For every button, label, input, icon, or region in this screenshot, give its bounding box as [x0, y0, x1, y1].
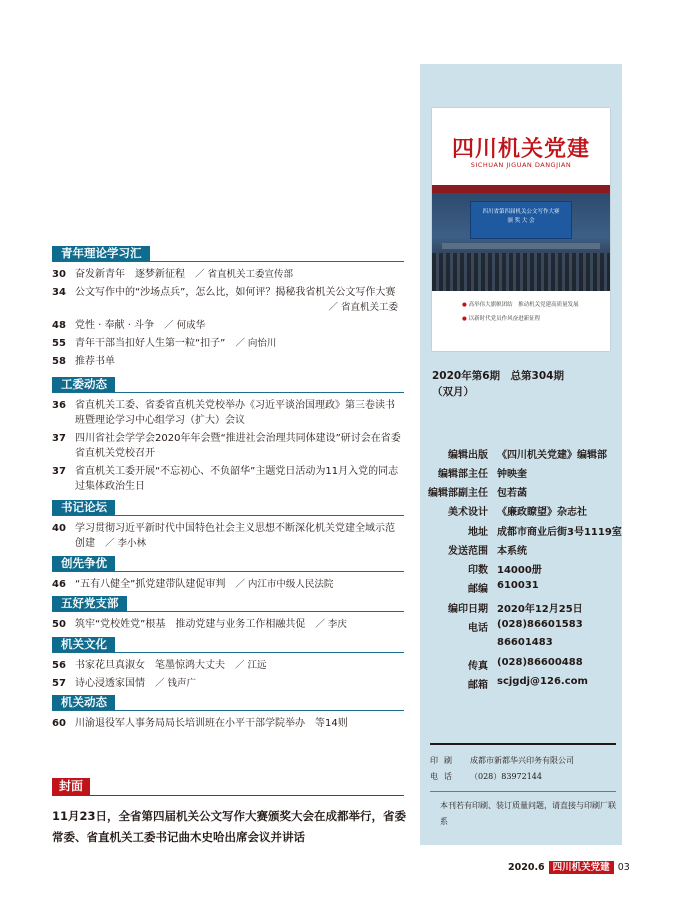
screen-line: 颁 奖 大 会: [507, 218, 535, 224]
masthead-value: (028)86601583: [497, 619, 583, 630]
toc-entry[interactable]: [52, 464, 404, 494]
masthead-value[interactable]: scjgdj@126.com: [497, 676, 588, 687]
toc-title: 省直机关工委开展“不忘初心、不负韶华”主题党日活动为11月入党的同志过集体政治生日: [75, 466, 399, 492]
section-title: 青年理论学习汇: [52, 246, 150, 261]
toc-title: 省直机关工委、省委省直机关党校举办《习近平谈治国理政》第三卷读书班暨理论学习中心组学习（扩大）会议: [75, 400, 395, 426]
masthead-label: 电话: [468, 623, 488, 634]
toc-title: 筑牢“党校姓党”根基 推动党建与业务工作相融共促: [75, 619, 306, 630]
toc-author: ／ 内江市中级人民法院: [235, 579, 334, 590]
toc-page-number: 36: [52, 400, 66, 411]
section-rule: [52, 652, 404, 653]
printer-value: （028）83972144: [470, 772, 542, 781]
section-header: [52, 246, 404, 264]
cover-stage: [442, 243, 600, 249]
toc-entry-body: [75, 267, 404, 282]
toc-entry[interactable]: [52, 398, 404, 428]
issue-number: 2020年第6期 总第304期: [432, 370, 564, 382]
toc-title: 四川省社会学学会2020年年会暨“推进社会治理共同体建设”研讨会在省委省直机关党校召开: [75, 433, 401, 459]
section-title: 机关文化: [52, 637, 115, 652]
toc-entry[interactable]: [52, 716, 404, 731]
section-header: [52, 596, 404, 614]
toc-entry-body: [75, 398, 404, 428]
section-header: [52, 556, 404, 574]
table-of-contents: [52, 246, 404, 731]
toc-page-number: 58: [52, 356, 66, 367]
toc-entry-body: [75, 354, 404, 369]
masthead-label: 邮箱: [468, 680, 488, 691]
screen-line: 四川省第四届机关公文写作大赛: [482, 209, 560, 215]
toc-author: ／ 李庆: [315, 619, 347, 630]
toc-title: 青年干部当扣好人生第一粒“扣子”: [75, 338, 226, 349]
toc-author: ／ 江远: [235, 660, 267, 671]
toc-page-number: 56: [52, 660, 66, 671]
toc-author: ／ 省直机关工委宣传部: [195, 269, 294, 280]
toc-entry-body: [75, 676, 404, 691]
printer-label: 印刷: [430, 756, 458, 765]
issue-info: [432, 368, 564, 400]
toc-entry[interactable]: [52, 521, 404, 551]
masthead-label: 编辑部副主任: [428, 488, 488, 499]
toc-title: 诗心浸透家国情: [75, 678, 145, 689]
magazine-cover: [432, 108, 610, 351]
masthead-value: 2020年12月25日: [497, 604, 583, 615]
masthead-label: 印数: [468, 565, 488, 576]
cover-headlines: [462, 298, 604, 326]
masthead-label: 邮编: [468, 584, 488, 595]
section-title: 书记论坛: [52, 500, 115, 515]
toc-page-number: 37: [52, 466, 66, 477]
cover-band: [432, 185, 610, 193]
toc-title: “五有八健全”抓党建带队建促审判: [75, 579, 226, 590]
toc-entry-body: [75, 285, 404, 315]
masthead-label: 美术设计: [448, 507, 488, 518]
printer-row: [430, 753, 616, 769]
section-title: 创先争优: [52, 556, 115, 571]
toc-page-number: 50: [52, 619, 66, 630]
masthead-label: 传真: [468, 661, 488, 672]
section-rule: [52, 571, 404, 572]
masthead-value: (028)86600488: [497, 657, 583, 668]
cover-screen: [470, 201, 572, 239]
toc-entry[interactable]: [52, 267, 404, 282]
masthead-value: 钟映奎: [497, 469, 527, 480]
page-number: 03: [617, 862, 630, 873]
page-footer: [508, 861, 630, 874]
masthead-label: 编辑部主任: [438, 469, 488, 480]
toc-entry[interactable]: [52, 577, 404, 592]
divider: [52, 795, 404, 796]
toc-entry-body: [75, 431, 404, 461]
masthead-value: 610031: [497, 580, 539, 591]
masthead-value: 《四川机关党建》编辑部: [497, 450, 607, 461]
toc-entry-body: [75, 617, 404, 632]
toc-entry-body: [75, 336, 404, 351]
toc-title: 学习贯彻习近平新时代中国特色社会主义思想不断深化机关党建全域示范创建: [75, 523, 395, 549]
section-rule: [52, 611, 404, 612]
section-title: 机关动态: [52, 695, 115, 710]
toc-entry[interactable]: [52, 336, 404, 351]
section-header: [52, 500, 404, 518]
toc-title: 推荐书单: [75, 356, 115, 367]
masthead-label: 编印日期: [448, 604, 488, 615]
toc-author: ／ 何成华: [164, 320, 206, 331]
toc-page-number: 57: [52, 678, 66, 689]
toc-entry[interactable]: [52, 285, 404, 315]
masthead-label: 编辑出版: [448, 450, 488, 461]
toc-entry[interactable]: [52, 676, 404, 691]
toc-entry[interactable]: [52, 658, 404, 673]
toc-page-number: 37: [52, 433, 66, 444]
toc-entry-body: [75, 577, 404, 592]
section-title: 工委动态: [52, 377, 115, 392]
section-rule: [52, 392, 404, 393]
toc-entry[interactable]: [52, 318, 404, 333]
toc-author: ／ 省直机关工委: [328, 302, 398, 313]
toc-page-number: 30: [52, 269, 66, 280]
section-rule: [52, 710, 404, 711]
footer-issue: 2020.6: [508, 862, 545, 873]
toc-title: 奋发新青年 逐梦新征程: [75, 269, 185, 280]
toc-page-number: 60: [52, 718, 66, 729]
printer-row: [430, 769, 616, 785]
cover-description: 11月23日，全省第四届机关公文写作大赛颁奖大会在成都举行，省委常委、省直机关工委书记曲木史哈出席会议并讲话: [52, 809, 407, 844]
toc-page-number: 46: [52, 579, 66, 590]
printer-label: 电话: [430, 772, 458, 781]
toc-entry[interactable]: [52, 617, 404, 632]
cover-headline: ● 以新时代党员作风奋进新征程: [462, 312, 604, 326]
cover-audience: [432, 253, 610, 291]
section-rule: [52, 515, 404, 516]
toc-title: 书家花旦真淑女 笔墨惊鸿大丈夫: [75, 660, 225, 671]
toc-title: 党性 · 奉献 · 斗争: [75, 320, 155, 331]
masthead-value: 14000册: [497, 565, 542, 576]
section-rule: [52, 261, 404, 262]
toc-entry-body: [75, 658, 404, 673]
toc-author: ／ 李小林: [105, 538, 147, 549]
toc-title: 川渝退役军人事务局局长培训班在小平干部学院举办 等14则: [75, 718, 348, 729]
issue-frequency: （双月）: [432, 386, 474, 398]
toc-entry-body: [75, 464, 404, 494]
masthead-value: 本系统: [497, 546, 527, 557]
printer-info: [430, 743, 616, 785]
cover-headline: ● 高举伟大旗帜团结 推动机关党建高质量发展: [462, 298, 604, 312]
toc-entry-body: [75, 318, 404, 333]
masthead-value: 《廉政瞭望》杂志社: [497, 507, 587, 518]
cover-title: 四川机关党建: [451, 136, 590, 162]
toc-author: ／ 钱声广: [155, 678, 197, 689]
toc-author: ／ 向怡川: [235, 338, 277, 349]
toc-entry[interactable]: [52, 354, 404, 369]
section-header: [52, 637, 404, 655]
section-header: [52, 695, 404, 713]
toc-entry-body: [75, 716, 404, 731]
cover-photo: [432, 193, 610, 291]
printer-note: 本刊若有印刷、装订质量问题，请直接与印刷厂联系: [440, 801, 616, 826]
toc-page-number: 34: [52, 287, 66, 298]
masthead-value: 包若菡: [497, 488, 527, 499]
section-header: [52, 377, 404, 395]
cover-pinyin: SICHUAN JIGUAN DANGJIAN: [470, 161, 572, 169]
toc-entry[interactable]: [52, 431, 404, 461]
toc-page-number: 40: [52, 523, 66, 534]
divider: [430, 791, 616, 792]
toc-page-number: 55: [52, 338, 66, 349]
toc-title: 公文写作中的“沙场点兵”，怎么比，如何评？揭秘我省机关公文写作大赛: [75, 287, 396, 298]
toc-entry-body: [75, 521, 404, 551]
masthead-value: 成都市商业后街3号1119室: [497, 527, 622, 538]
masthead-value: 86601483: [497, 637, 553, 648]
cover-section-label: 封面: [52, 778, 90, 795]
section-title: 五好党支部: [52, 596, 127, 611]
printer-value: 成都市新都华兴印务有限公司: [470, 756, 574, 765]
footer-magazine: 四川机关党建: [549, 861, 614, 874]
toc-page-number: 48: [52, 320, 66, 331]
masthead-label: 发送范围: [448, 546, 488, 557]
masthead-label: 地址: [468, 527, 488, 538]
